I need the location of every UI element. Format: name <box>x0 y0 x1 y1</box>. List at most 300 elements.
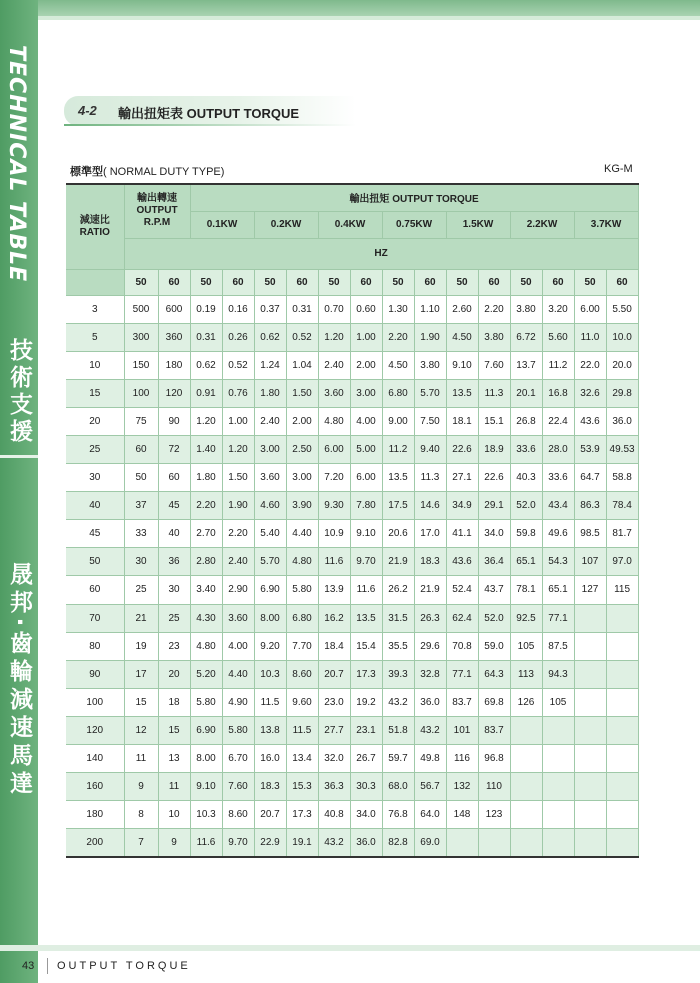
ratio-cell: 200 <box>66 829 124 857</box>
torque-cell: 81.7 <box>606 520 638 548</box>
torque-cell: 6.90 <box>190 716 222 744</box>
torque-cell: 76.8 <box>382 801 414 829</box>
hz-value-cell: 50 <box>574 269 606 295</box>
rpm-cell: 75 <box>124 407 158 435</box>
torque-cell: 18.3 <box>414 548 446 576</box>
torque-cell: 64.0 <box>414 801 446 829</box>
torque-cell: 6.80 <box>382 379 414 407</box>
torque-cell: 1.90 <box>222 492 254 520</box>
torque-cell: 2.20 <box>222 520 254 548</box>
table-row <box>66 323 638 351</box>
torque-cell: 64.3 <box>478 660 510 688</box>
torque-cell: 16.8 <box>542 379 574 407</box>
torque-cell: 7.60 <box>222 773 254 801</box>
torque-cell: 9.70 <box>222 829 254 857</box>
torque-cell: 0.26 <box>222 323 254 351</box>
torque-cell: 15.3 <box>286 773 318 801</box>
torque-cell: 4.90 <box>222 688 254 716</box>
torque-cell: 13.7 <box>510 351 542 379</box>
torque-cell: 3.00 <box>350 379 382 407</box>
torque-cell: 92.5 <box>510 604 542 632</box>
sidebar-brand-cn: 晟邦‧齒輪減速馬達 <box>6 562 32 800</box>
torque-cell: 0.70 <box>318 295 350 323</box>
power-header: 1.5KW <box>446 211 510 238</box>
torque-cell: 105 <box>510 632 542 660</box>
torque-cell: 14.6 <box>414 492 446 520</box>
table-row <box>66 492 638 520</box>
top-decor-band-light <box>38 16 700 20</box>
torque-cell: 59.0 <box>478 632 510 660</box>
torque-cell: 41.1 <box>446 520 478 548</box>
torque-cell <box>606 773 638 801</box>
power-header: 0.1KW <box>190 211 254 238</box>
table-row <box>66 604 638 632</box>
rpm-cell: 40 <box>158 520 190 548</box>
ratio-cell: 40 <box>66 492 124 520</box>
torque-cell: 87.5 <box>542 632 574 660</box>
torque-cell: 13.5 <box>446 379 478 407</box>
rpm-cell: 33 <box>124 520 158 548</box>
torque-cell: 23.0 <box>318 688 350 716</box>
torque-cell: 82.8 <box>382 829 414 857</box>
torque-cell: 0.31 <box>286 295 318 323</box>
rpm-cell: 36 <box>158 548 190 576</box>
torque-cell: 34.0 <box>350 801 382 829</box>
sidebar-divider <box>0 455 38 458</box>
torque-cell <box>510 773 542 801</box>
table-row <box>66 829 638 857</box>
torque-cell: 51.8 <box>382 716 414 744</box>
ratio-cell: 10 <box>66 351 124 379</box>
torque-cell: 1.90 <box>414 323 446 351</box>
torque-cell: 1.50 <box>286 379 318 407</box>
torque-cell <box>478 829 510 857</box>
torque-cell <box>542 829 574 857</box>
torque-cell: 9.10 <box>446 351 478 379</box>
torque-cell: 21.9 <box>414 576 446 604</box>
section-number: 4-2 <box>78 103 97 118</box>
torque-cell: 9.30 <box>318 492 350 520</box>
torque-cell: 2.20 <box>382 323 414 351</box>
torque-cell: 94.3 <box>542 660 574 688</box>
torque-cell: 28.0 <box>542 435 574 463</box>
torque-cell: 58.8 <box>606 464 638 492</box>
torque-cell: 22.6 <box>446 435 478 463</box>
ratio-cell: 50 <box>66 548 124 576</box>
torque-cell: 40.8 <box>318 801 350 829</box>
ratio-cell: 160 <box>66 773 124 801</box>
rpm-cell: 21 <box>124 604 158 632</box>
rpm-cell: 12 <box>124 716 158 744</box>
torque-cell: 3.00 <box>286 464 318 492</box>
torque-cell: 4.40 <box>222 660 254 688</box>
torque-cell: 0.62 <box>190 351 222 379</box>
torque-cell: 0.91 <box>190 379 222 407</box>
speed-header-en: OUTPUT <box>136 205 178 217</box>
torque-cell: 18.9 <box>478 435 510 463</box>
torque-cell: 23.1 <box>350 716 382 744</box>
ratio-cell: 80 <box>66 632 124 660</box>
torque-cell: 68.0 <box>382 773 414 801</box>
speed-header-unit: R.P.M <box>143 217 171 229</box>
torque-cell: 3.60 <box>222 604 254 632</box>
torque-cell: 13.8 <box>254 716 286 744</box>
rpm-cell: 50 <box>124 464 158 492</box>
torque-cell: 8.00 <box>190 745 222 773</box>
torque-cell: 49.8 <box>414 745 446 773</box>
torque-cell: 107 <box>574 548 606 576</box>
torque-cell: 4.80 <box>190 632 222 660</box>
torque-cell: 10.9 <box>318 520 350 548</box>
top-decor-band <box>38 0 700 16</box>
torque-cell: 19.1 <box>286 829 318 857</box>
torque-cell: 29.1 <box>478 492 510 520</box>
torque-cell: 4.50 <box>382 351 414 379</box>
torque-cell: 43.6 <box>574 407 606 435</box>
torque-cell: 52.4 <box>446 576 478 604</box>
torque-cell: 3.60 <box>318 379 350 407</box>
torque-cell: 115 <box>606 576 638 604</box>
hz-value-cell: 60 <box>414 269 446 295</box>
torque-cell: 2.00 <box>350 351 382 379</box>
torque-cell: 4.00 <box>222 632 254 660</box>
ratio-header-cn: 減速比 <box>79 214 110 226</box>
torque-cell: 6.80 <box>286 604 318 632</box>
rpm-cell: 30 <box>158 576 190 604</box>
ratio-cell: 180 <box>66 801 124 829</box>
torque-cell <box>510 829 542 857</box>
torque-cell: 1.30 <box>382 295 414 323</box>
ratio-cell: 3 <box>66 295 124 323</box>
torque-cell: 7.50 <box>414 407 446 435</box>
torque-cell: 36.3 <box>318 773 350 801</box>
torque-cell: 6.00 <box>318 435 350 463</box>
torque-cell: 13.5 <box>350 604 382 632</box>
table-row <box>66 435 638 463</box>
torque-cell <box>446 829 478 857</box>
torque-cell: 116 <box>446 745 478 773</box>
torque-cell: 43.7 <box>478 576 510 604</box>
footer-decor-line <box>0 945 700 951</box>
hz-value-cell: 50 <box>124 269 158 295</box>
torque-cell: 11.6 <box>350 576 382 604</box>
torque-cell: 123 <box>478 801 510 829</box>
torque-cell <box>510 745 542 773</box>
torque-cell: 30.3 <box>350 773 382 801</box>
power-header: 0.75KW <box>382 211 446 238</box>
torque-cell: 3.00 <box>254 435 286 463</box>
torque-cell: 43.6 <box>446 548 478 576</box>
ratio-cell: 25 <box>66 435 124 463</box>
power-header: 0.4KW <box>318 211 382 238</box>
power-header: 2.2KW <box>510 211 574 238</box>
hz-header: HZ <box>124 238 638 269</box>
torque-cell: 7.60 <box>478 351 510 379</box>
ratio-header <box>66 184 124 269</box>
hz-value-cell: 50 <box>510 269 542 295</box>
hz-value-cell: 60 <box>478 269 510 295</box>
torque-cell: 22.6 <box>478 464 510 492</box>
torque-cell: 126 <box>510 688 542 716</box>
torque-cell: 0.31 <box>190 323 222 351</box>
rpm-cell: 20 <box>158 660 190 688</box>
torque-cell: 20.7 <box>254 801 286 829</box>
torque-cell: 29.8 <box>606 379 638 407</box>
ratio-cell: 140 <box>66 745 124 773</box>
torque-cell: 8.00 <box>254 604 286 632</box>
torque-cell: 5.70 <box>254 548 286 576</box>
footer-divider <box>47 958 48 974</box>
torque-cell <box>606 801 638 829</box>
torque-cell: 11.3 <box>414 464 446 492</box>
torque-cell: 83.7 <box>446 688 478 716</box>
table-row <box>66 660 638 688</box>
torque-cell: 22.0 <box>574 351 606 379</box>
output-torque-table <box>66 183 639 858</box>
torque-cell: 2.50 <box>286 435 318 463</box>
torque-cell: 33.6 <box>510 435 542 463</box>
torque-cell: 5.70 <box>414 379 446 407</box>
torque-cell: 83.7 <box>478 716 510 744</box>
hz-value-cell: 50 <box>446 269 478 295</box>
torque-cell <box>606 688 638 716</box>
torque-cell: 17.3 <box>350 660 382 688</box>
rpm-cell: 360 <box>158 323 190 351</box>
hz-value-cell: 50 <box>382 269 414 295</box>
torque-cell: 2.20 <box>190 492 222 520</box>
torque-cell: 113 <box>510 660 542 688</box>
rpm-cell: 30 <box>124 548 158 576</box>
torque-cell <box>510 801 542 829</box>
torque-cell <box>542 716 574 744</box>
rpm-cell: 10 <box>158 801 190 829</box>
table-row <box>66 688 638 716</box>
rpm-cell: 7 <box>124 829 158 857</box>
torque-cell: 11.2 <box>542 351 574 379</box>
torque-cell: 36.0 <box>350 829 382 857</box>
torque-cell: 40.3 <box>510 464 542 492</box>
rpm-cell: 23 <box>158 632 190 660</box>
torque-cell: 52.0 <box>478 604 510 632</box>
rpm-cell: 17 <box>124 660 158 688</box>
torque-cell: 26.7 <box>350 745 382 773</box>
torque-cell: 54.3 <box>542 548 574 576</box>
ratio-cell: 45 <box>66 520 124 548</box>
torque-cell: 4.60 <box>254 492 286 520</box>
torque-cell: 64.7 <box>574 464 606 492</box>
torque-cell: 13.4 <box>286 745 318 773</box>
torque-cell: 78.4 <box>606 492 638 520</box>
torque-cell: 101 <box>446 716 478 744</box>
torque-cell: 6.72 <box>510 323 542 351</box>
hz-value-cell: 60 <box>350 269 382 295</box>
power-header: 0.2KW <box>254 211 318 238</box>
ratio-cell: 15 <box>66 379 124 407</box>
torque-cell: 53.9 <box>574 435 606 463</box>
torque-cell <box>574 660 606 688</box>
torque-cell: 1.80 <box>254 379 286 407</box>
hz-value-cell: 60 <box>606 269 638 295</box>
torque-cell: 15.1 <box>478 407 510 435</box>
torque-cell: 9.70 <box>350 548 382 576</box>
table-row <box>66 576 638 604</box>
torque-cell: 16.2 <box>318 604 350 632</box>
torque-cell: 18.1 <box>446 407 478 435</box>
rpm-cell: 600 <box>158 295 190 323</box>
torque-cell: 11.5 <box>286 716 318 744</box>
torque-cell: 5.80 <box>286 576 318 604</box>
torque-cell: 5.80 <box>222 716 254 744</box>
table-row <box>66 407 638 435</box>
torque-cell: 98.5 <box>574 520 606 548</box>
torque-cell: 2.40 <box>222 548 254 576</box>
hz-value-cell: 50 <box>254 269 286 295</box>
torque-cell: 1.40 <box>190 435 222 463</box>
torque-cell: 5.60 <box>542 323 574 351</box>
torque-cell: 35.5 <box>382 632 414 660</box>
torque-header: 輸出扭矩 OUTPUT TORQUE <box>190 184 638 211</box>
rpm-cell: 11 <box>158 773 190 801</box>
torque-cell: 2.40 <box>318 351 350 379</box>
torque-cell: 86.3 <box>574 492 606 520</box>
torque-cell <box>574 604 606 632</box>
rpm-cell: 18 <box>158 688 190 716</box>
torque-cell: 11.3 <box>478 379 510 407</box>
hz-value-cell: 60 <box>286 269 318 295</box>
torque-cell: 34.9 <box>446 492 478 520</box>
torque-cell: 1.80 <box>190 464 222 492</box>
ratio-cell: 120 <box>66 716 124 744</box>
torque-cell: 6.90 <box>254 576 286 604</box>
torque-cell: 0.37 <box>254 295 286 323</box>
torque-cell <box>606 632 638 660</box>
torque-cell <box>542 801 574 829</box>
torque-cell: 29.6 <box>414 632 446 660</box>
torque-cell: 26.8 <box>510 407 542 435</box>
torque-cell: 52.0 <box>510 492 542 520</box>
torque-cell: 32.8 <box>414 660 446 688</box>
ratio-cell: 90 <box>66 660 124 688</box>
torque-cell: 10.0 <box>606 323 638 351</box>
torque-cell <box>606 716 638 744</box>
torque-cell <box>510 716 542 744</box>
torque-cell: 11.5 <box>254 688 286 716</box>
torque-cell: 69.8 <box>478 688 510 716</box>
torque-cell: 10.3 <box>190 801 222 829</box>
rpm-cell: 15 <box>158 716 190 744</box>
rpm-cell: 60 <box>158 464 190 492</box>
torque-cell: 36.4 <box>478 548 510 576</box>
torque-cell: 9.60 <box>286 688 318 716</box>
torque-cell: 21.9 <box>382 548 414 576</box>
torque-cell: 6.00 <box>574 295 606 323</box>
torque-cell: 10.3 <box>254 660 286 688</box>
torque-cell: 1.24 <box>254 351 286 379</box>
rpm-cell: 25 <box>124 576 158 604</box>
torque-cell: 18.3 <box>254 773 286 801</box>
torque-cell: 15.4 <box>350 632 382 660</box>
torque-cell <box>606 745 638 773</box>
torque-cell: 11.6 <box>318 548 350 576</box>
torque-cell: 127 <box>574 576 606 604</box>
torque-cell: 26.3 <box>414 604 446 632</box>
torque-cell: 4.80 <box>318 407 350 435</box>
torque-cell: 36.0 <box>414 688 446 716</box>
torque-cell: 20.0 <box>606 351 638 379</box>
table-row <box>66 351 638 379</box>
torque-cell: 11.6 <box>190 829 222 857</box>
rpm-cell: 9 <box>158 829 190 857</box>
table-subtitle <box>70 163 224 179</box>
torque-cell: 8.60 <box>222 801 254 829</box>
table-row <box>66 464 638 492</box>
torque-cell: 132 <box>446 773 478 801</box>
torque-cell: 39.3 <box>382 660 414 688</box>
speed-header <box>124 184 190 238</box>
table-row <box>66 773 638 801</box>
torque-cell: 43.2 <box>318 829 350 857</box>
torque-cell: 19.2 <box>350 688 382 716</box>
subtitle-en: ( NORMAL DUTY TYPE) <box>103 166 225 178</box>
torque-cell: 7.20 <box>318 464 350 492</box>
rpm-cell: 300 <box>124 323 158 351</box>
torque-cell: 27.7 <box>318 716 350 744</box>
ratio-cell: 100 <box>66 688 124 716</box>
rpm-cell: 100 <box>124 379 158 407</box>
rpm-cell: 11 <box>124 745 158 773</box>
torque-cell: 5.50 <box>606 295 638 323</box>
ratio-cell: 70 <box>66 604 124 632</box>
torque-cell: 1.20 <box>318 323 350 351</box>
subtitle-cn: 標準型 <box>70 166 103 178</box>
footer-title: OUTPUT TORQUE <box>57 960 191 972</box>
table-row <box>66 745 638 773</box>
speed-header-cn: 輸出轉速 <box>137 193 177 205</box>
torque-cell: 1.20 <box>222 435 254 463</box>
torque-cell: 9.10 <box>350 520 382 548</box>
torque-cell: 77.1 <box>542 604 574 632</box>
torque-cell: 65.1 <box>510 548 542 576</box>
sidebar <box>0 0 38 983</box>
torque-cell: 33.6 <box>542 464 574 492</box>
torque-cell: 5.40 <box>254 520 286 548</box>
torque-cell: 16.0 <box>254 745 286 773</box>
torque-cell: 2.40 <box>254 407 286 435</box>
torque-cell: 43.2 <box>382 688 414 716</box>
power-header: 3.7KW <box>574 211 638 238</box>
torque-cell: 4.80 <box>286 548 318 576</box>
rpm-cell: 60 <box>124 435 158 463</box>
torque-cell: 3.20 <box>542 295 574 323</box>
table-row <box>66 379 638 407</box>
torque-cell <box>574 801 606 829</box>
rpm-cell: 8 <box>124 801 158 829</box>
torque-cell: 62.4 <box>446 604 478 632</box>
torque-cell: 22.4 <box>542 407 574 435</box>
torque-cell <box>606 829 638 857</box>
torque-cell: 4.50 <box>446 323 478 351</box>
table-row <box>66 632 638 660</box>
table-row <box>66 548 638 576</box>
torque-cell: 2.00 <box>286 407 318 435</box>
hz-value-cell: 60 <box>158 269 190 295</box>
torque-cell: 5.80 <box>190 688 222 716</box>
rpm-cell: 150 <box>124 351 158 379</box>
torque-cell: 13.9 <box>318 576 350 604</box>
torque-cell: 9.10 <box>190 773 222 801</box>
torque-cell: 69.0 <box>414 829 446 857</box>
rpm-cell: 180 <box>158 351 190 379</box>
